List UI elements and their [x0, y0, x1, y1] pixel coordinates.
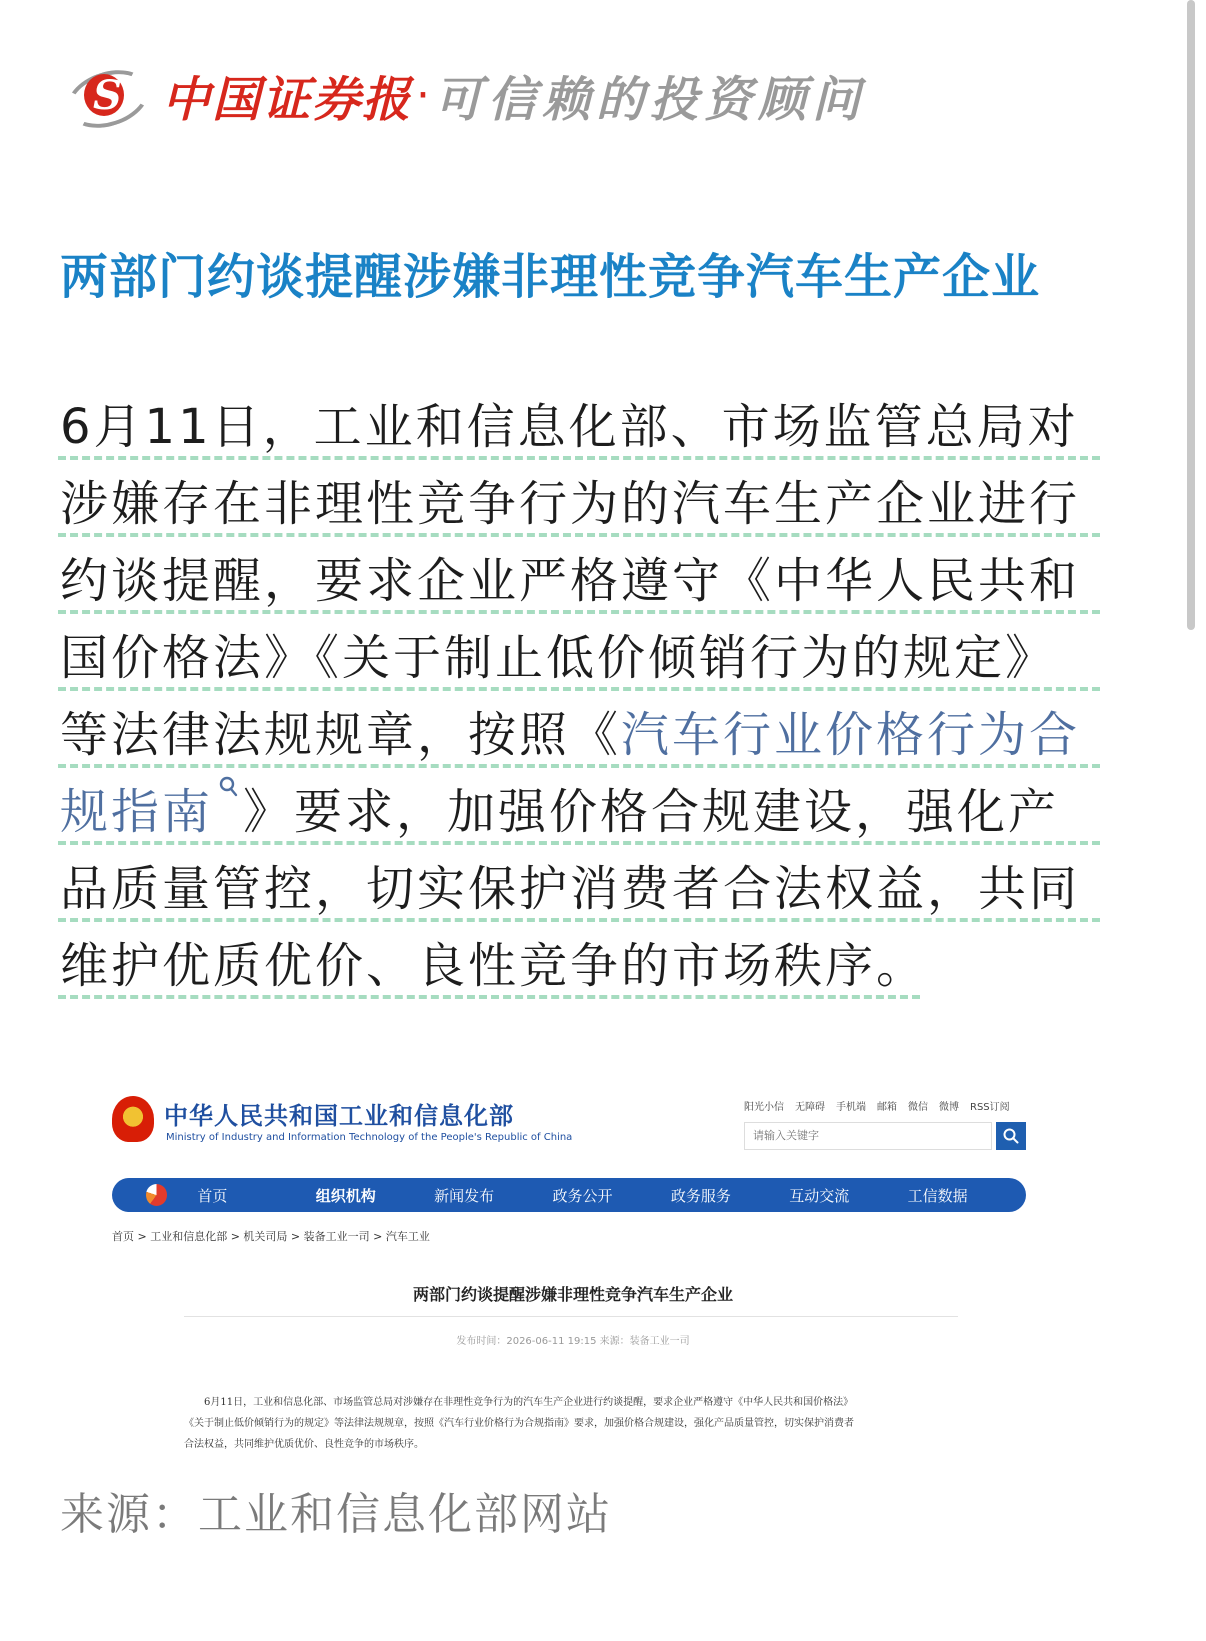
- dashed-underline: [58, 610, 1100, 614]
- body-line-4: [60, 627, 1100, 705]
- embedded-article-title: 两部门约谈提醒涉嫌非理性竞争汽车生产企业: [412, 1285, 733, 1304]
- embedded-website-screenshot: [108, 1088, 1038, 1458]
- utility-links: [744, 1098, 1010, 1113]
- body-line-8: [60, 935, 928, 1013]
- body-line-7: [60, 858, 1100, 936]
- dashed-underline: [58, 533, 1100, 537]
- search-link-guideline-part1[interactable]: 汽车行业价格行为合: [621, 707, 1081, 763]
- search-icon: [1003, 1128, 1019, 1144]
- body-line-5: [60, 704, 1100, 782]
- body-line-text: 品质量管控，切实保护消费者合法权益，共同: [60, 861, 1081, 917]
- body-line-text: 约谈提醒，要求企业严格遵守《中华人民共和: [60, 553, 1081, 609]
- article-line: 6月11日，工业和信息化部、市场监管总局对涉嫌存在非理性竞争行为的汽车生产企业进行约谈提醒，要求企业严格遵守《中华人民共和国价格法》: [204, 1397, 854, 1408]
- nav-item-government-affairs[interactable]: 政务公开: [552, 1186, 613, 1205]
- nav-item-services[interactable]: 政务服务: [670, 1186, 731, 1205]
- nav-item-interaction[interactable]: 互动交流: [789, 1186, 850, 1205]
- newspaper-logo-icon: [66, 70, 130, 120]
- body-line-text: 6月11日，工业和信息化部、市场监管总局对: [60, 399, 1079, 455]
- utility-link[interactable]: 微博: [939, 1102, 959, 1113]
- dashed-underline: [58, 456, 1100, 460]
- search-link-guideline-part2[interactable]: 规指南: [60, 784, 214, 840]
- utility-link[interactable]: 手机端: [836, 1102, 866, 1113]
- dashed-underline: [58, 841, 1100, 845]
- body-line-2: [60, 473, 1100, 551]
- embedded-article-body: [184, 1392, 964, 1455]
- nav-item-organization[interactable]: 组织机构: [315, 1186, 376, 1205]
- body-line-text: 维护优质优价、良性竞争的市场秩序。: [60, 938, 928, 994]
- dashed-underline: [58, 687, 1100, 691]
- utility-link[interactable]: 微信: [908, 1102, 928, 1113]
- source-caption: 来源：工业和信息化部网站: [60, 1489, 612, 1540]
- nav-item-data[interactable]: 工信数据: [907, 1186, 968, 1205]
- body-line-text: 》要求，加强价格合规建设，强化产: [243, 784, 1060, 840]
- site-logo-icon: [146, 1184, 167, 1206]
- dashed-underline: [58, 995, 920, 999]
- dashed-underline: [58, 918, 1100, 922]
- utility-link[interactable]: 无障碍: [795, 1102, 825, 1113]
- utility-link[interactable]: RSS订阅: [970, 1102, 1010, 1113]
- masthead: [66, 62, 866, 128]
- site-subtitle: Ministry of Industry and Information Technology of the People's Republic of China: [166, 1132, 573, 1143]
- body-line-text: 等法律法规规章，按照《: [60, 707, 622, 763]
- nav-item-home[interactable]: 首页: [197, 1186, 228, 1205]
- masthead-separator: ·: [416, 69, 431, 121]
- article-line: 合法权益，共同维护优质优价、良性竞争的市场秩序。: [184, 1439, 424, 1450]
- article-meta: 发布时间：2026-06-11 19:15 来源：装备工业一司: [456, 1336, 690, 1347]
- search-icon[interactable]: [219, 775, 239, 805]
- utility-link[interactable]: 邮箱: [877, 1102, 897, 1113]
- dashed-underline: [58, 764, 1100, 768]
- utility-link[interactable]: 阳光小信: [744, 1102, 784, 1113]
- site-search-button[interactable]: [996, 1122, 1026, 1150]
- nav-item-news[interactable]: 新闻发布: [434, 1186, 495, 1205]
- site-title: 中华人民共和国工业和信息化部: [164, 1102, 514, 1130]
- body-line-text: 涉嫌存在非理性竞争行为的汽车生产企业进行: [60, 476, 1081, 532]
- body-line-text: 国价格法》《关于制止低价倾销行为的规定》: [60, 630, 1057, 686]
- scrollbar[interactable]: [1187, 0, 1195, 630]
- masthead-brand: 中国证券报: [162, 71, 413, 128]
- article-line: 《关于制止低价倾销行为的规定》等法律法规规章，按照《汽车行业价格行为合规指南》要求，加强价格合规建设，强化产品质量管控，切实保护消费者: [184, 1418, 854, 1429]
- site-search-input[interactable]: [744, 1122, 992, 1150]
- site-nav-bar: [112, 1178, 1026, 1212]
- body-line-6: [60, 781, 1100, 859]
- article-headline: 两部门约谈提醒涉嫌非理性竞争汽车生产企业: [60, 249, 1041, 305]
- body-line-3: [60, 550, 1100, 628]
- breadcrumb[interactable]: 首页 > 工业和信息化部 > 机关司局 > 装备工业一司 > 汽车工业: [112, 1230, 430, 1243]
- body-line-1: [60, 396, 1100, 474]
- masthead-slogan: 可信赖的投资顾问: [434, 71, 867, 128]
- national-emblem-icon: [112, 1096, 154, 1142]
- divider: [184, 1316, 958, 1317]
